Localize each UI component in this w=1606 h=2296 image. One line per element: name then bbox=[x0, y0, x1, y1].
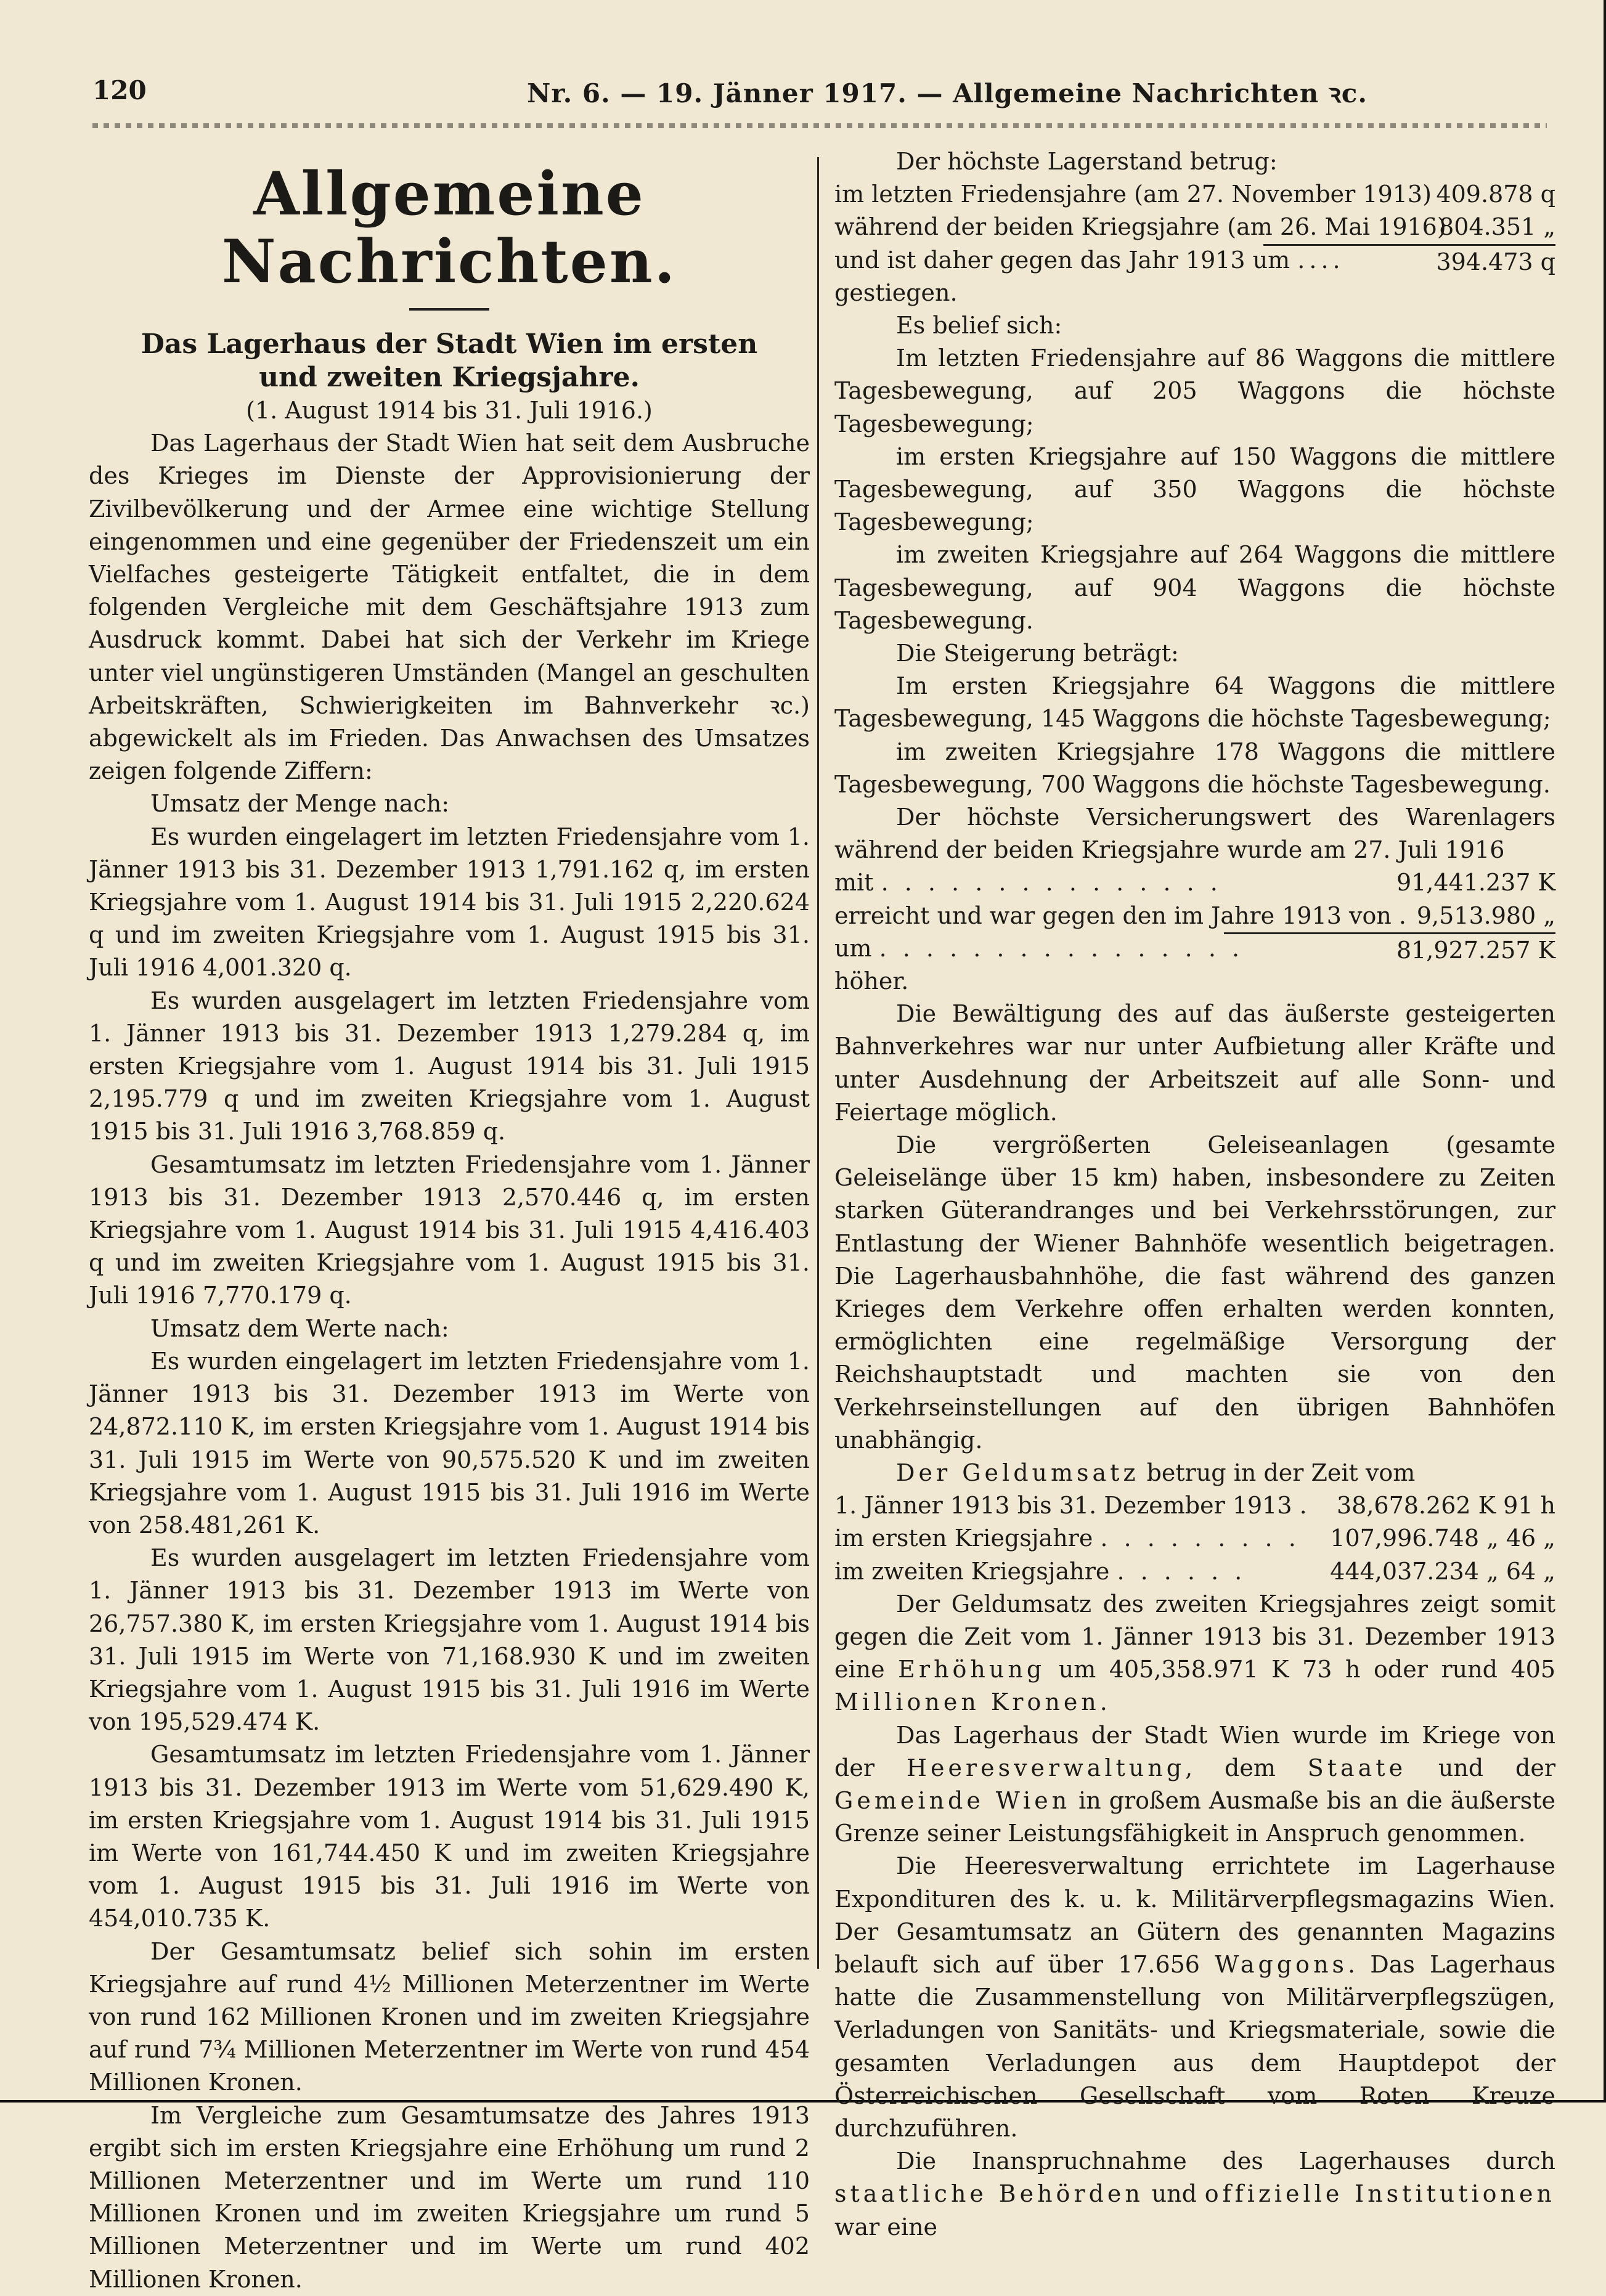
figure-label: erreicht und war gegen den im Jahre 1913 von . bbox=[834, 902, 1407, 929]
figure-row bbox=[834, 1489, 1555, 1522]
figure-value: 81,927.257 K bbox=[1224, 932, 1555, 967]
paragraph: gestiegen. bbox=[834, 279, 958, 306]
right-column bbox=[834, 145, 1555, 2244]
paragraph: Die vergrößerten Geleiseanlagen (gesamte Geleiselänge über 15 km) haben, insbesondere zu Zeiten starken Güterandranges und bei Verkehrsstörungen, zur Entlastung der Wiener Bahnhöfe wesentlich beigetragen. Die Lagerhausbahnhöhe, die fast während des ganzen Krieges dem Verkehre offen erhalten werden konnten, ermöglichten eine regelmäßige Versorgung der Reichshauptstadt und machten sie von den Verkehrseinstellungen auf den übrigen Bahnhöfen unabhängig. bbox=[834, 1131, 1555, 1454]
paragraph: Im letzten Friedensjahre auf 86 Waggons die mittlere Tagesbewegung, auf 205 Waggons die höchste Tagesbewegung; bbox=[834, 344, 1555, 438]
paragraph: Der höchste Lagerstand betrug: bbox=[896, 148, 1278, 175]
figure-label: 1. Jänner 1913 bis 31. Dezember 1913 . bbox=[834, 1492, 1307, 1520]
page-header bbox=[92, 69, 1547, 112]
figure-value: 444,037.234 „ 64 „ bbox=[1330, 1557, 1555, 1585]
paragraph: Das Lagerhaus der Stadt Wien hat seit dem Ausbruche des Krieges im Dienste der Approvisionierung der Zivilbevölkerung und der Armee eine wichtige Stellung eingenommen und eine gegenüber der Friedenszeit um ein Vielfaches gesteigerte Tätigkeit entfaltet, die in dem folgenden Vergleiche mit dem Geschäftsjahre 1913 zum Ausdruck kommt. Dabei hat sich der Verkehr im Kriege unter viel ungünstigeren Umständen (Mangel an geschulten Arbeitskräften, Schwierigkeiten im Bahnverkehr ꝛc.) abgewickelt als im Frieden. Das Anwachsen des Umsatzes zeigen folgende Ziffern: bbox=[89, 429, 810, 785]
figure-value: 409.878 q bbox=[1436, 181, 1555, 208]
paragraph: Es wurden eingelagert im letzten Friedensjahre vom 1. Jänner 1913 bis 31. Dezember 1913 im Werte von 24,872.110 K, im ersten Kriegsjahre vom 1. August 1914 bis 31. Juli 1915 im Werte von 90,575.520 K und im zweiten Kriegsjahre vom 1. August 1915 bis 31. Juli 1916 im Werte von 258.481,261 K. bbox=[89, 1347, 810, 1539]
paragraph: Es wurden eingelagert im letzten Friedensjahre vom 1. Jänner 1913 bis 31. Dezember 1913 1,791.162 q, im ersten Kriegsjahre vom 1. August 1914 bis 31. Juli 1915 2,220.624 q und im zweiten Kriegsjahre vom 1. August 1915 bis 31. Juli 1916 4,001.320 q. bbox=[89, 823, 810, 982]
paragraph: Der Gesamtumsatz belief sich sohin im ersten Kriegsjahre auf rund 4½ Millionen Meterzentner im Werte von rund 162 Millionen Kronen und im zweiten Kriegsjahre auf rund 7¾ Millionen Meterzentner im Werte von rund 454 Millionen Kronen. bbox=[89, 1937, 810, 2096]
left-column bbox=[89, 145, 810, 2296]
column-divider bbox=[817, 157, 819, 1969]
paragraph: im zweiten Kriegsjahre 178 Waggons die mittlere Tagesbewegung, 700 Waggons die höchste Tagesbewegung. bbox=[834, 738, 1555, 798]
figure-row bbox=[834, 211, 1555, 243]
paragraph: höher. bbox=[834, 967, 909, 995]
figure-row bbox=[834, 866, 1555, 899]
figure-label: und ist daher gegen das Jahr 1913 um .... bbox=[834, 246, 1345, 274]
figure-row bbox=[834, 1555, 1555, 1588]
figure-label: im ersten Kriegsjahre . . . . . . . . . bbox=[834, 1525, 1300, 1552]
paragraph: Es wurden ausgelagert im letzten Friedensjahre vom 1. Jänner 1913 bis 31. Dezember 1913 im Werte von 26,757.380 K, im ersten Kriegsjahre vom 1. August 1914 bis 31. Juli 1915 im Werte von 71,168.930 K und im zweiten Kriegsjahre vom 1. August 1915 bis 31. Juli 1916 im Werte von 195,529.474 K. bbox=[89, 1544, 810, 1736]
paragraph: im zweiten Kriegsjahre auf 264 Waggons die mittlere Tagesbewegung, auf 904 Waggons die höchste Tagesbewegung. bbox=[834, 541, 1555, 634]
figure-value: 91,441.237 K bbox=[1396, 869, 1555, 897]
paragraph: Es belief sich: bbox=[896, 311, 1062, 339]
paragraph: Im Vergleiche zum Gesamtumsatze des Jahres 1913 ergibt sich im ersten Kriegsjahre eine Erhöhung um rund 2 Millionen Meterzentner und im Werte um rund 110 Millionen Kronen und im zweiten Kriegsjahre um rund 5 Millionen Meterzentner und im Werte um rund 402 Millionen Kronen. bbox=[89, 2101, 810, 2293]
paragraph: Umsatz dem Werte nach: bbox=[150, 1314, 449, 1342]
figure-label: mit . . . . . . . . . . . . . . . bbox=[834, 869, 1222, 897]
page-number: 120 bbox=[92, 75, 147, 105]
paragraph: Das Lagerhaus der Stadt Wien wurde im Kriege von der Heeresverwaltung, dem Staate und der Gemeinde Wien in großem Ausmaße bis an die äußerste Grenze seiner Leistungsfähigkeit in Anspruch genommen. bbox=[834, 1721, 1556, 1847]
article-dates: (1. August 1914 bis 31. Juli 1916.) bbox=[246, 397, 653, 424]
figure-value: 394.473 q bbox=[1263, 244, 1555, 279]
figure-row bbox=[834, 1522, 1555, 1555]
paragraph: Die Bewältigung des auf das äußerste gesteigerten Bahnverkehres war nur unter Aufbietung aller Kräfte und unter Ausdehnung der Arbeitszeit auf alle Sonn- und Feiertage möglich. bbox=[834, 1000, 1555, 1126]
paragraph: Der Geldumsatz des zweiten Kriegsjahres zeigt somit gegen die Zeit vom 1. Jänner 1913 bis 31. Dezember 1913 eine Erhöhung um 405,358.971 K 73 h oder rund 405 Millionen Kronen. bbox=[834, 1590, 1555, 1716]
figure-row bbox=[834, 244, 1555, 277]
title-rule bbox=[409, 308, 489, 311]
paragraph: Die Steigerung beträgt: bbox=[896, 640, 1179, 667]
header-rule bbox=[92, 123, 1547, 128]
paragraph: Die Heeresverwaltung errichtete im Lagerhause Expondituren des k. u. k. Militärverpflegsmagazins Wien. Der Gesamtumsatz an Gütern des genannten Magazins belauft sich auf über 17.656 Waggons. Das Lagerhaus hatte die Zusammenstellung von Militärverpflegszügen, Verladungen von Sanitäts- und Kriegsmateriale, sowie die gesamten Verladungen aus dem Hauptdepot der Österreichischen Gesellschaft vom Roten Kreuze durchzuführen. bbox=[834, 1852, 1555, 2143]
figure-row bbox=[834, 932, 1555, 965]
figure-row bbox=[834, 900, 1555, 932]
figure-label: um . . . . . . . . . . . . . . . . bbox=[834, 934, 1244, 962]
paragraph: Umsatz der Menge nach: bbox=[150, 790, 450, 818]
paragraph: Gesamtumsatz im letzten Friedensjahre vom 1. Jänner 1913 bis 31. Dezember 1913 im Werte vom 51,629.490 K, im ersten Kriegsjahre vom 1. August 1914 bis 31. Juli 1915 im Werte von 161,744.450 K und im zweiten Kriegsjahre vom 1. August 1915 bis 31. Juli 1916 im Werte von 454,010.735 K. bbox=[89, 1741, 810, 1932]
paragraph: Die Inanspruchnahme des Lagerhauses durch staatliche Behörden und offizielle Institutionen war eine bbox=[834, 2147, 1555, 2241]
figure-label: im zweiten Kriegsjahre . . . . . . bbox=[834, 1557, 1247, 1585]
paragraph: Im ersten Kriegsjahre 64 Waggons die mittlere Tagesbewegung, 145 Waggons die höchste Tagesbewegung; bbox=[834, 672, 1555, 733]
article-title: Das Lagerhaus der Stadt Wien im ersten und zweiten Kriegsjahre. bbox=[141, 328, 758, 393]
running-header: Nr. 6. — 19. Jänner 1917. — Allgemeine Nachrichten ꝛc. bbox=[527, 78, 1368, 108]
paragraph: Gesamtumsatz im letzten Friedensjahre vom 1. Jänner 1913 bis 31. Dezember 1913 2,570.446 q, im ersten Kriegsjahre vom 1. August 1914 bis 31. Juli 1915 4,416.403 q und im zweiten Kriegsjahre vom 1. August 1915 bis 31. Juli 1916 7,770.179 q. bbox=[89, 1150, 810, 1309]
paragraph: Der höchste Versicherungswert des Warenlagers während der beiden Kriegsjahre wurde am 27. Juli 1916 bbox=[834, 804, 1555, 864]
section-title: Allgemeine Nachrichten. bbox=[221, 159, 677, 296]
paragraph: im ersten Kriegsjahre auf 150 Waggons die mittlere Tagesbewegung, auf 350 Waggons die höchste Tagesbewegung; bbox=[834, 442, 1555, 536]
figure-value: 38,678.262 K 91 h bbox=[1336, 1492, 1555, 1520]
figure-value: 107,996.748 „ 46 „ bbox=[1330, 1525, 1555, 1552]
figure-value: 804.351 „ bbox=[1439, 213, 1555, 241]
figure-label: im letzten Friedensjahre (am 27. November 1913) bbox=[834, 181, 1432, 208]
figure-row bbox=[834, 178, 1555, 211]
paragraph: Der Geldumsatz betrug in der Zeit vom bbox=[896, 1459, 1416, 1487]
paragraph: Es wurden ausgelagert im letzten Friedensjahre vom 1. Jänner 1913 bis 31. Dezember 1913 1,279.284 q, im ersten Kriegsjahre vom 1. August 1914 bis 31. Juli 1915 2,195.779 q und im zweiten Kriegsjahre vom 1. August 1915 bis 31. Juli 1916 3,768.859 q. bbox=[89, 987, 810, 1146]
figure-value: 9,513.980 „ bbox=[1416, 902, 1555, 929]
figure-label: während der beiden Kriegsjahre (am 26. Mai 1916) bbox=[834, 213, 1446, 241]
